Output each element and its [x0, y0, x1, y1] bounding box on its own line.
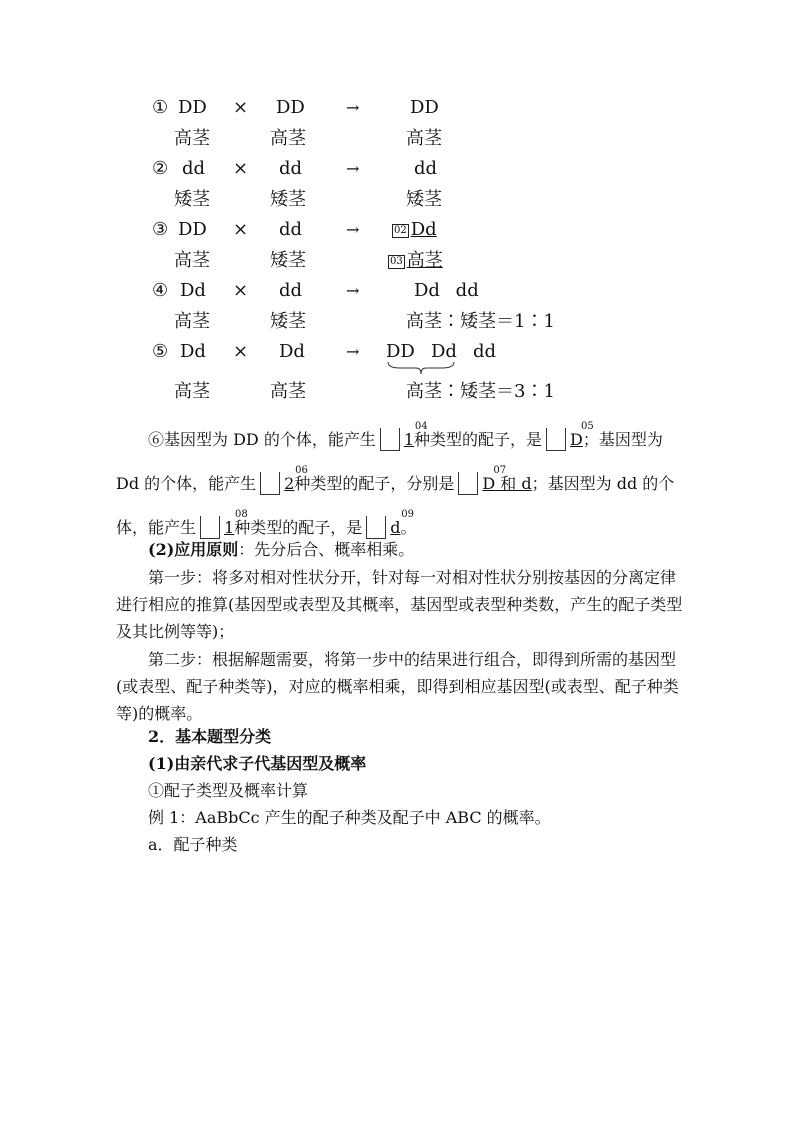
cross-4-parent1-phenotype: 高茎 — [174, 311, 210, 332]
answer-slot-06 — [260, 465, 308, 495]
subsection-1-heading: (1)由亲代求子代基因型及概率 — [148, 754, 367, 773]
step-1-paragraph: 第一步：将多对相对性状分开，针对每一对相对性状分别按基因的分离定律进行相应的推算(基因型或表型及其概率，基因型或表型种类数，产生的配子类型及其比例等等)； — [116, 568, 683, 641]
cross-1-child: DD — [410, 97, 439, 118]
cross-1-child-phenotype: 高茎 — [406, 128, 442, 149]
cross-3-times: × — [233, 219, 249, 240]
cross-3-parent2: dd — [279, 219, 303, 240]
slot-number: 04 — [414, 421, 428, 432]
text-segment: ；基因型为 dd 的个体，能产生 — [116, 474, 675, 537]
cross-4-parent1: Dd — [180, 280, 206, 301]
slot-number: 07 — [493, 465, 507, 476]
text-segment: ；基因型为 Dd 的个体，能产生 — [116, 430, 663, 493]
cross-1-parent2-phenotype: 高茎 — [270, 128, 306, 149]
answer-slot-04 — [380, 421, 428, 451]
item-a-gamete-types: a．配子种类 — [148, 835, 238, 854]
cross-3-arrow: → — [346, 220, 360, 239]
answer-slot-05 — [546, 421, 594, 451]
cross-2-arrow: → — [346, 159, 360, 178]
slot-number: 05 — [581, 421, 594, 432]
answer-09: d — [390, 518, 401, 537]
cross-diagrams — [0, 0, 794, 410]
cross-3-child-blank — [392, 219, 437, 241]
principle-text: ：先分后合、概率相乘。 — [238, 540, 415, 559]
text-segment: ⑥基因型为 DD 的个体，能产生 — [148, 430, 376, 449]
cross-3-child: Dd — [410, 219, 437, 240]
answer-slot-08 — [200, 509, 248, 539]
cross-3-parent1: DD — [178, 219, 207, 240]
cross-4-times: × — [233, 280, 249, 301]
slot-number: 09 — [401, 509, 414, 520]
text-segment: 种类型的配子，分别是 — [294, 474, 455, 493]
cross-5-arrow: → — [346, 342, 360, 361]
cross-4-children: Dd dd — [414, 280, 479, 301]
subsection-1a-heading: ①配子类型及概率计算 — [148, 781, 309, 800]
answer-06: 2 — [284, 474, 295, 493]
cross-5-child-dd-hetero: Dd — [431, 341, 457, 362]
cross-5-parent2: Dd — [279, 341, 305, 362]
gamete-paragraph — [116, 418, 686, 550]
cross-2-parent2: dd — [279, 158, 303, 179]
answer-04: 1 — [403, 430, 415, 449]
cross-1-parent1-phenotype: 高茎 — [174, 128, 210, 149]
cross-5-number: ⑤ — [152, 341, 169, 362]
cross-5-parent2-phenotype: 高茎 — [270, 381, 306, 402]
cross-2-number: ② — [152, 158, 169, 179]
cross-2-parent1-phenotype: 矮茎 — [174, 189, 210, 210]
cross-2-child: dd — [414, 158, 438, 179]
text-segment: 种类型的配子，是 — [414, 430, 543, 449]
cross-1-number: ① — [152, 97, 169, 118]
cross-1-arrow: → — [346, 98, 360, 117]
cross-3-number: ③ — [152, 219, 169, 240]
answer-slot-09 — [366, 509, 414, 539]
cross-4-arrow: → — [346, 281, 360, 300]
cross-4-ratio: 高茎∶矮茎＝1∶1 — [406, 311, 555, 332]
cross-2-parent2-phenotype: 矮茎 — [270, 189, 306, 210]
step-2-paragraph: 第二步：根据解题需要，将第一步中的结果进行组合，即得到所需的基因型(或表型、配子种类等)，对应的概率相乘，即得到相应基因型(或表型、配子种类等)的概率。 — [116, 650, 679, 723]
cross-2-parent1: dd — [182, 158, 206, 179]
cross-4-number: ④ — [152, 280, 169, 301]
cross-2-child-phenotype: 矮茎 — [406, 189, 442, 210]
cross-1-parent2: DD — [276, 97, 305, 118]
cross-2-times: × — [233, 158, 249, 179]
example-1: 例 1：AaBbCc 产生的配子种类及配子中 ABC 的概率。 — [148, 808, 551, 827]
cross-3-child-phenotype: 高茎 — [406, 250, 443, 271]
cross-5-ratio: 高茎∶矮茎＝3∶1 — [406, 381, 555, 402]
slot-number: 06 — [295, 465, 308, 476]
cross-5-brace — [386, 360, 456, 376]
cross-3-parent1-phenotype: 高茎 — [174, 250, 210, 271]
cross-5-times: × — [233, 341, 249, 362]
cross-4-parent2: dd — [279, 280, 303, 301]
cross-5-parent1-phenotype: 高茎 — [174, 381, 210, 402]
cross-1-times: × — [233, 97, 249, 118]
cross-5-parent1: Dd — [180, 341, 206, 362]
slot-number: 08 — [235, 509, 248, 520]
cross-4-parent2-phenotype: 矮茎 — [270, 311, 306, 332]
blank-number-03: 03 — [390, 256, 403, 267]
principle-label: (2)应用原则 — [148, 540, 239, 559]
cross-5-child-dd-lower: dd — [473, 341, 497, 362]
cross-5-child-dd-upper: DD — [386, 341, 415, 362]
cross-1-parent1: DD — [178, 97, 207, 118]
text-segment: 。 — [400, 518, 417, 537]
answer-05: D — [570, 430, 583, 449]
section-2-heading: 2．基本题型分类 — [148, 727, 272, 746]
text-segment: 种类型的配子，是 — [234, 518, 363, 537]
cross-3-parent2-phenotype: 矮茎 — [270, 250, 306, 271]
answer-08: 1 — [224, 518, 235, 537]
answer-07: D 和 d — [482, 474, 532, 493]
principle-line — [148, 540, 414, 560]
blank-number-02: 02 — [394, 225, 407, 236]
cross-3-child-phenotype-blank — [388, 250, 443, 272]
